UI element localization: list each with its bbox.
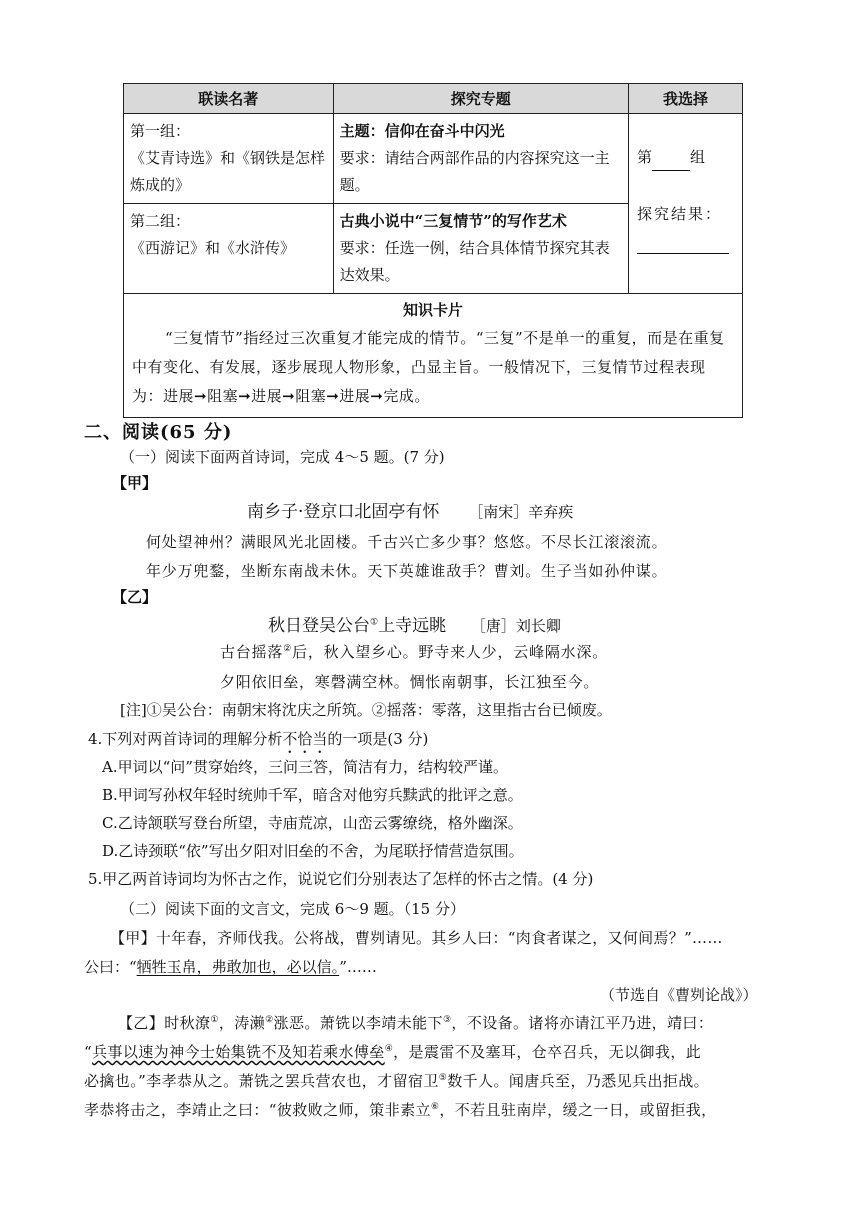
poem1-line2: 年少万兜鍪，坐断东南战未休。天下英雄谁敌手？曹刘。生子当如孙仲谋。 <box>146 562 668 580</box>
q4-option-b[interactable]: B.甲词写孙权年轻时统帅千军，暗含对他穷兵黩武的批评之意。 <box>102 786 523 804</box>
poem2-line1 <box>220 641 608 662</box>
yi2-l2-a: “ <box>84 1043 93 1061</box>
poem1-author: ［南宋］辛弃疾 <box>468 503 574 521</box>
q4-option-d[interactable]: D.乙诗颈联“依”写出夕阳对旧垒的不舍，为尾联抒情营造氛围。 <box>102 842 524 860</box>
text-source: （节选自《曹刿论战》） <box>600 986 758 1004</box>
yi2-l1-d: ，不设备。诸将亦请江平乃进，靖曰： <box>451 1014 714 1032</box>
group2-topic: 古典小说中“三复情节”的写作艺术 <box>339 212 567 230</box>
reading-table <box>123 83 743 418</box>
yi2-l1-a: 【乙】时秋潦 <box>118 1014 211 1032</box>
jia2-line1: 【甲】十年春，齐师伐我。公将战，曹刿请见。其乡人曰：“肉食者谋之，又何间焉？”…… <box>110 929 723 947</box>
poem-notes: [注]①吴公台：南朝宋将沈庆之所筑。②摇落：零落，这里指古台已倾废。 <box>120 701 612 719</box>
question-5: 5.甲乙两首诗词均为怀古之作，说说它们分别表达了怎样的怀古之情。(4 分) <box>88 870 594 888</box>
poem2-line1-b: 后，秋入望乡心。野寺来人少，云峰隔水深。 <box>292 643 609 661</box>
yi2-l3-b: 数千人。闻唐兵至，乃悉见兵出拒战。 <box>447 1072 710 1090</box>
note-marker: ④ <box>384 1044 394 1054</box>
poem2-line1-a: 古台摇落 <box>220 643 284 661</box>
jia2-underlined-sentence: 牺牲玉帛，弗敢加也，必以信。 <box>136 958 340 976</box>
choose-suffix: 组 <box>690 148 706 166</box>
group1-topic: 主题：信仰在奋斗中闪光 <box>339 122 505 140</box>
knowledge-card-row <box>124 294 743 418</box>
poem2-line2: 夕阳依旧垒，寒磬满空林。惆怅南朝事，长江独至今。 <box>220 673 600 691</box>
poem2-title-b: 上寺远眺 <box>378 616 447 636</box>
poem2-title-line <box>268 611 561 636</box>
note-marker: ⑤ <box>438 1073 448 1083</box>
card-title: 知识卡片 <box>402 301 463 319</box>
result-label: 探究结果： <box>637 205 723 223</box>
yi2-l4-b: ，不若且驻南岸，缓之一日，或留拒我， <box>439 1101 717 1119</box>
group2-topic-cell <box>333 204 628 294</box>
q4-text-a: 4.下列对两首诗词的理解分析 <box>88 730 283 748</box>
yi2-l1-c: 涨恶。萧铣以李靖未能下 <box>273 1014 443 1032</box>
poem1-title-line <box>247 497 573 522</box>
note-marker: ③ <box>442 1015 452 1025</box>
jia2-line2-b: ”…… <box>339 958 377 976</box>
group1-req: 要求：请结合两部作品的内容探究这一主题。 <box>339 149 610 194</box>
yi2-line1 <box>118 1012 713 1033</box>
note-marker-1: ① <box>370 617 379 628</box>
yi2-l2-b: ，是震雷不及塞耳，仓卒召兵，无以御我，此 <box>393 1043 702 1061</box>
yi2-wavy-sentence: 兵事以速为神今士始集铣不及知若乘水傅垒 <box>92 1043 385 1061</box>
yi2-l1-b: ，涛濑 <box>218 1014 266 1032</box>
yi2-line3 <box>84 1070 709 1091</box>
jia2-line2 <box>84 956 377 977</box>
q4-emphasis: 不恰当 <box>282 730 328 748</box>
jia2-line2-a: 公曰：“ <box>84 958 137 976</box>
note-marker: ② <box>265 1015 274 1025</box>
result-blank[interactable] <box>637 234 729 254</box>
note-marker: ⑥ <box>430 1102 440 1112</box>
part2-intro: （二）阅读下面的文言文，完成 6～9 题。（15 分） <box>120 900 465 918</box>
poem1-title: 南乡子·登京口北固亭有怀 <box>247 502 440 522</box>
poem1-line1: 何处望神州？满眼风光北固楼。千古兴亡多少事？悠悠。不尽长江滚滚流。 <box>146 533 668 551</box>
header-choose: 我选择 <box>629 84 743 114</box>
q4-text-b: 的一项是(3 分) <box>327 730 429 748</box>
knowledge-card <box>124 294 743 418</box>
table-row-group1 <box>124 114 743 204</box>
group2-books-cell <box>124 204 334 294</box>
yi2-line4 <box>84 1099 717 1120</box>
yi2-l3-a: 必擒也。”李孝恭从之。萧铣之罢兵营农也，才留宿卫 <box>84 1072 439 1090</box>
group-number-blank[interactable] <box>652 153 690 171</box>
jia-label: 【甲】 <box>112 474 158 492</box>
yi2-l4-a: 孝恭将击之，李靖止之曰：“彼救败之师，策非素立 <box>84 1101 431 1119</box>
group1-books: 《艾青诗选》和《钢铁是怎样炼成的》 <box>130 149 326 194</box>
question-4 <box>88 728 428 757</box>
group1-topic-cell <box>333 114 628 204</box>
section2-title: 二、阅读(65 分) <box>84 422 233 443</box>
group2-name: 第二组： <box>130 212 191 230</box>
q4-option-c[interactable]: C.乙诗颔联写登台所望，寺庙荒凉，山峦云雾缭绕，格外幽深。 <box>102 814 523 832</box>
table-header-row <box>124 84 743 114</box>
group2-req: 要求：任选一例，结合具体情节探究其表达效果。 <box>339 239 610 284</box>
choose-cell <box>629 114 743 294</box>
group2-books: 《西游记》和《水浒传》 <box>130 239 296 257</box>
group1-name: 第一组： <box>130 122 191 140</box>
yi2-line2 <box>84 1041 701 1062</box>
q4-option-a[interactable]: A.甲词以“问”贯穿始终，三问三答，简洁有力，结构较严谨。 <box>102 758 508 776</box>
header-topic: 探究专题 <box>333 84 628 114</box>
header-books: 联读名著 <box>124 84 334 114</box>
choose-prefix: 第 <box>637 148 653 166</box>
poem2-title-a: 秋日登吴公台 <box>268 616 370 636</box>
choose-group-line <box>637 144 734 171</box>
yi-label: 【乙】 <box>112 588 158 606</box>
part1-intro: （一）阅读下面两首诗词，完成 4～5 题。(7 分) <box>120 448 445 466</box>
poem2-author: ［唐］刘长卿 <box>470 617 561 635</box>
note-marker: ① <box>210 1015 219 1025</box>
note-marker-2: ② <box>283 644 293 654</box>
group1-books-cell <box>124 114 334 204</box>
card-body: “三复情节”指经过三次重复才能完成的情节。“三复”不是单一的重复，而是在重复中有变化、有发展，逐步展现人物形象，凸显主旨。一般情况下，三复情节过程表现为：进展➞阻塞➞进展➞阻塞➞进展➞完成。 <box>132 329 725 405</box>
